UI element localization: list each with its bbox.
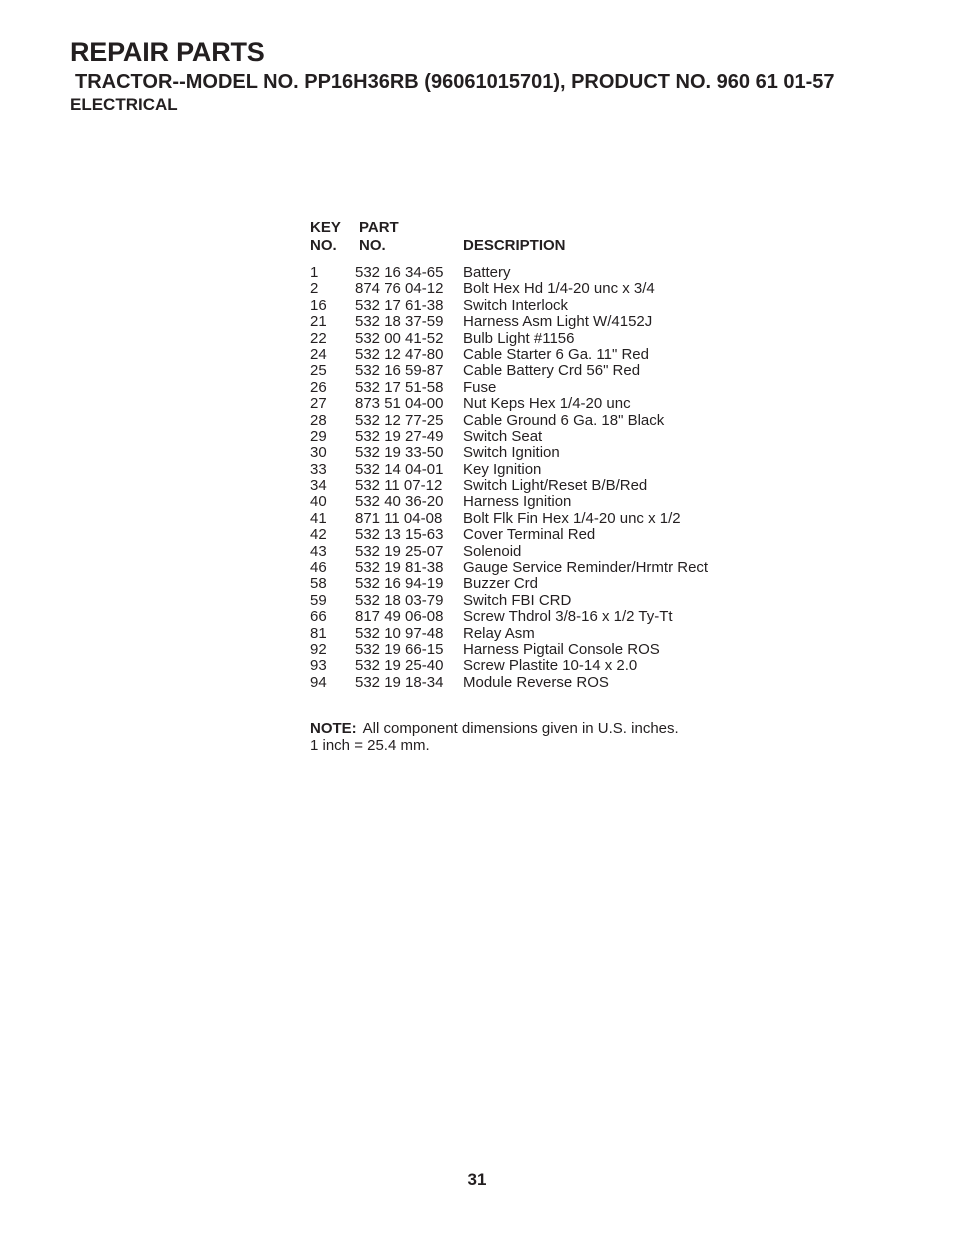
table-row xyxy=(310,380,770,396)
part-no-cell: 532 10 97-48 xyxy=(355,624,444,642)
key-header-line2: NO. xyxy=(310,237,337,254)
note-label: NOTE: xyxy=(310,720,357,737)
description-cell: Relay Asm xyxy=(463,624,535,642)
description-cell: Bolt Flk Fin Hex 1/4-20 unc x 1/2 xyxy=(463,509,681,527)
note xyxy=(310,720,679,754)
part-no-cell: 532 13 15-63 xyxy=(355,526,444,544)
table-row xyxy=(310,265,770,281)
table-row xyxy=(310,494,770,510)
table-row xyxy=(310,675,770,691)
part-header-line2: NO. xyxy=(359,237,386,254)
key-no-cell: 46 xyxy=(310,559,327,577)
description-cell: Screw Thdrol 3/8-16 x 1/2 Ty-Tt xyxy=(463,608,673,626)
table-row xyxy=(310,462,770,478)
part-no-cell: 532 19 25-07 xyxy=(355,542,444,560)
key-no-header xyxy=(310,219,356,255)
table-row xyxy=(310,527,770,543)
note-text: All component dimensions given in U.S. inches. xyxy=(362,720,679,737)
page-number: 31 xyxy=(467,1170,487,1189)
part-no-cell: 532 19 66-15 xyxy=(355,640,444,658)
part-no-cell: 873 51 04-00 xyxy=(355,395,444,413)
part-no-cell: 532 19 18-34 xyxy=(355,673,444,691)
description-cell: Battery xyxy=(463,264,511,281)
model-subtitle: TRACTOR--MODEL NO. PP16H36RB (96061015701), PRODUCT NO. 960 61 01-57 xyxy=(75,71,835,93)
table-row xyxy=(310,642,770,658)
part-no-header xyxy=(359,219,449,255)
part-no-cell: 532 12 77-25 xyxy=(355,411,444,429)
description-cell: Gauge Service Reminder/Hrmtr Rect xyxy=(463,559,709,577)
description-header: DESCRIPTION xyxy=(463,237,566,254)
part-no-cell: 532 19 25-40 xyxy=(355,657,444,675)
key-no-cell: 94 xyxy=(310,673,327,691)
key-no-cell: 24 xyxy=(310,345,327,363)
key-no-cell: 59 xyxy=(310,591,327,609)
table-row xyxy=(310,413,770,429)
part-no-cell: 532 16 94-19 xyxy=(355,575,444,593)
part-no-cell: 532 19 27-49 xyxy=(355,427,444,445)
part-no-cell: 532 17 51-58 xyxy=(355,378,444,396)
key-no-cell: 66 xyxy=(310,608,327,626)
description-cell: Cover Terminal Red xyxy=(463,526,596,544)
table-row xyxy=(310,314,770,330)
part-no-cell: 532 19 33-50 xyxy=(355,444,444,462)
description-cell: Cable Ground 6 Ga. 18" Black xyxy=(463,411,665,429)
key-no-cell: 29 xyxy=(310,427,327,445)
key-no-cell: 30 xyxy=(310,444,327,462)
part-no-cell: 532 11 07-12 xyxy=(355,477,443,495)
description-cell: Switch Interlock xyxy=(463,296,569,314)
part-no-cell: 532 18 37-59 xyxy=(355,313,444,331)
key-no-cell: 43 xyxy=(310,542,327,560)
table-row xyxy=(310,281,770,297)
part-no-cell: 532 16 34-65 xyxy=(355,264,444,281)
key-no-cell: 58 xyxy=(310,575,327,593)
table-row xyxy=(310,331,770,347)
description-cell: Cable Battery Crd 56" Red xyxy=(463,362,641,380)
key-no-cell: 34 xyxy=(310,477,327,495)
key-no-cell: 42 xyxy=(310,526,327,544)
table-row xyxy=(310,544,770,560)
part-no-cell: 532 14 04-01 xyxy=(355,460,444,478)
description-cell: Switch Seat xyxy=(463,427,543,445)
table-row xyxy=(310,609,770,625)
description-cell: Bolt Hex Hd 1/4-20 unc x 3/4 xyxy=(463,280,655,298)
key-no-cell: 81 xyxy=(310,624,327,642)
key-no-cell: 21 xyxy=(310,313,327,331)
part-no-cell: 817 49 06-08 xyxy=(355,608,444,626)
table-row xyxy=(310,626,770,642)
key-no-cell: 27 xyxy=(310,395,327,413)
part-no-cell: 871 11 04-08 xyxy=(355,509,443,527)
key-no-cell: 33 xyxy=(310,460,327,478)
description-cell: Solenoid xyxy=(463,542,522,560)
table-body xyxy=(310,265,770,691)
description-cell: Key Ignition xyxy=(463,460,542,478)
part-no-cell: 532 18 03-79 xyxy=(355,591,444,609)
description-cell: Bulb Light #1156 xyxy=(463,329,575,347)
table-row xyxy=(310,445,770,461)
key-no-cell: 25 xyxy=(310,362,327,380)
page-title: REPAIR PARTS xyxy=(70,37,265,67)
key-no-cell: 26 xyxy=(310,378,327,396)
table-row xyxy=(310,593,770,609)
description-cell: Buzzer Crd xyxy=(463,575,539,593)
key-no-cell: 1 xyxy=(310,264,319,281)
note-line1 xyxy=(310,720,679,737)
key-header-line1: KEY xyxy=(310,219,341,236)
key-no-cell: 41 xyxy=(310,509,327,527)
part-no-cell: 532 40 36-20 xyxy=(355,493,444,511)
description-cell: Harness Pigtail Console ROS xyxy=(463,640,660,658)
part-header-line1: PART xyxy=(359,219,399,236)
table-row xyxy=(310,560,770,576)
table-row xyxy=(310,658,770,674)
table-row xyxy=(310,576,770,592)
key-no-cell: 92 xyxy=(310,640,327,658)
key-no-cell: 28 xyxy=(310,411,327,429)
part-no-cell: 874 76 04-12 xyxy=(355,280,444,298)
part-no-cell: 532 17 61-38 xyxy=(355,296,444,314)
table-row xyxy=(310,396,770,412)
table-row xyxy=(310,511,770,527)
key-no-cell: 22 xyxy=(310,329,327,347)
description-cell: Switch Ignition xyxy=(463,444,560,462)
description-cell: Screw Plastite 10-14 x 2.0 xyxy=(463,657,638,675)
description-cell: Harness Ignition xyxy=(463,493,572,511)
part-no-cell: 532 00 41-52 xyxy=(355,329,444,347)
key-no-cell: 93 xyxy=(310,657,327,675)
table-row xyxy=(310,478,770,494)
description-cell: Switch FBI CRD xyxy=(463,591,572,609)
table-row xyxy=(310,347,770,363)
description-cell: Cable Starter 6 Ga. 11" Red xyxy=(463,345,649,363)
table-row xyxy=(310,298,770,314)
part-no-cell: 532 19 81-38 xyxy=(355,559,444,577)
part-no-cell: 532 12 47-80 xyxy=(355,345,444,363)
description-cell: Module Reverse ROS xyxy=(463,673,609,691)
table-row xyxy=(310,363,770,379)
key-no-cell: 40 xyxy=(310,493,327,511)
key-no-cell: 2 xyxy=(310,280,319,298)
section-heading: ELECTRICAL xyxy=(70,95,178,114)
description-cell: Switch Light/Reset B/B/Red xyxy=(463,477,648,495)
key-no-cell: 16 xyxy=(310,296,327,314)
note-line2: 1 inch = 25.4 mm. xyxy=(310,737,430,754)
description-cell: Harness Asm Light W/4152J xyxy=(463,313,653,331)
table-row xyxy=(310,429,770,445)
description-cell: Nut Keps Hex 1/4-20 unc xyxy=(463,395,631,413)
description-cell: Fuse xyxy=(463,378,497,396)
part-no-cell: 532 16 59-87 xyxy=(355,362,444,380)
